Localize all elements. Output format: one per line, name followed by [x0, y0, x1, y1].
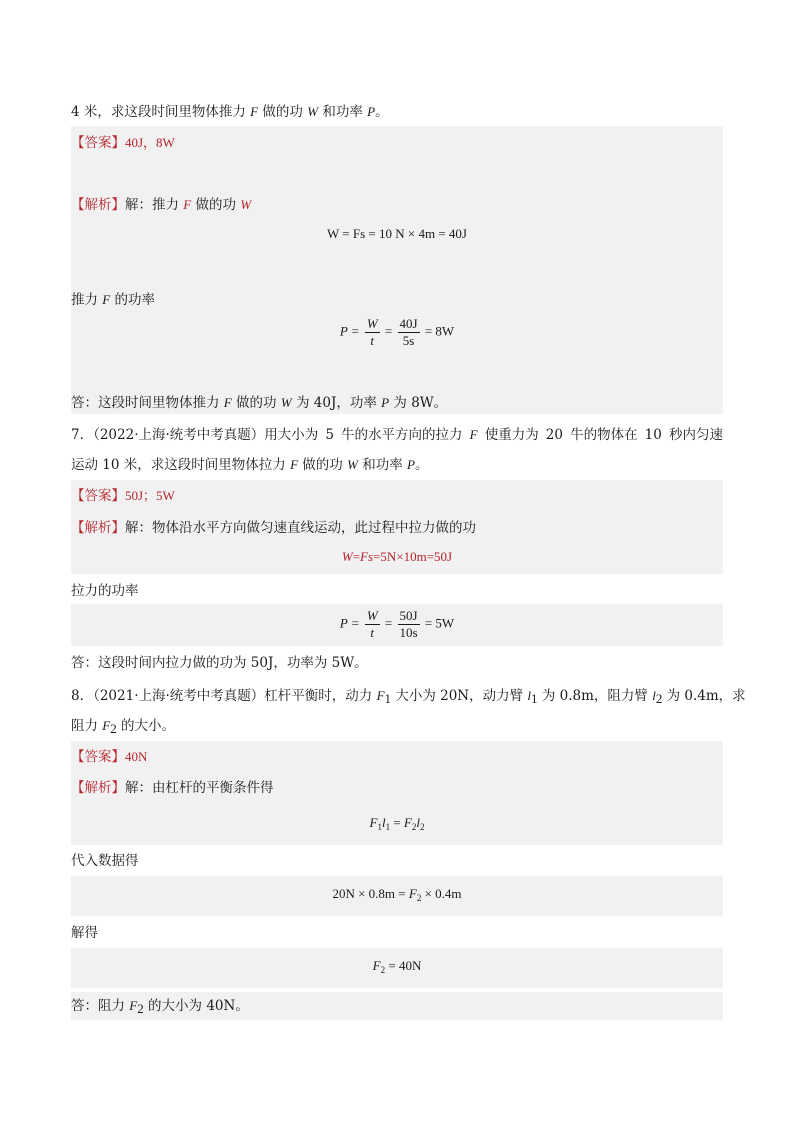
eq-rest: = 40N [385, 958, 422, 973]
q7-question-line2 [71, 455, 429, 475]
q8-sub-2: 1 [531, 691, 538, 706]
q7-text-5: 20 [545, 427, 563, 443]
q8-text-2: 大小为 20N，动力臂 [391, 688, 528, 704]
fraction-values [398, 316, 420, 349]
q8-var-F1: F [376, 688, 385, 703]
eq-sub-1: 1 [377, 822, 382, 832]
answer-tag: 【答案】 [71, 749, 125, 765]
q8-analysis [71, 778, 274, 798]
power-text-2: 的功率 [110, 292, 156, 308]
frac-num: W [366, 316, 378, 331]
frac-den: t [370, 333, 375, 348]
q8-sub-4: 2 [110, 721, 117, 736]
eq-sub: 2 [380, 965, 386, 975]
q6-analysis [71, 195, 251, 215]
q8-question-line1 [71, 686, 746, 709]
q6-question-tail [71, 102, 389, 122]
answer-tag: 【答案】 [71, 488, 125, 504]
q7-text-3: 牛的水平方向的拉力 [341, 427, 463, 443]
q7-text-1: 7．（2022·上海·统考中考真题）用大小为 [71, 427, 319, 443]
conc-sub: 2 [137, 1001, 144, 1016]
conc-var-F2: F [129, 998, 138, 1013]
frac-num: W [366, 608, 378, 623]
q8-text-4: 为 0.4m，求 [662, 688, 746, 704]
eq-sign: = [390, 815, 404, 830]
q8-var-l1: l [527, 688, 532, 703]
q7-line2-var-F: F [290, 457, 299, 472]
q7-text-7: 10 [644, 427, 662, 443]
q8-var-F2: F [102, 718, 111, 733]
q8-text-3: 为 0.8m，阻力臂 [537, 688, 653, 704]
q6-tail-text-2: 做的功 [258, 104, 308, 120]
q8-sub-1: 1 [384, 691, 392, 706]
q6-tail-text-3: 和功率 [318, 104, 368, 120]
eq-var-W: W [341, 549, 353, 564]
q6-equation-power: P = $\frac{W}{t}$ = $\frac{40J}{5s}$ = 8W [339, 316, 455, 348]
frac-num-2: 40J [399, 316, 418, 331]
q7-line2-text: 运动 10 米，求这段时间里物体拉力 [71, 457, 291, 473]
q7-question-line1 [71, 425, 723, 445]
eq-sub-2: 1 [385, 822, 391, 832]
eq-var-F2: F [408, 886, 417, 901]
answer-value: 40J，8W [125, 135, 175, 150]
analysis-tag: 【解析】 [71, 780, 125, 796]
conc-var-F: F [223, 395, 232, 410]
fraction-values [398, 608, 420, 641]
q7-var-F: F [469, 427, 478, 442]
conc-text-2: 做的功 [231, 395, 281, 411]
solve-text: 解得 [71, 925, 98, 941]
q6-power-label [71, 290, 155, 310]
q6-conclusion [71, 393, 447, 413]
conc-text: 答：这段时间里物体推力 [71, 395, 224, 411]
eq-rhs: = 5W [424, 615, 455, 631]
q7-power-label [71, 581, 139, 601]
q7-answer [71, 486, 175, 506]
q7-analysis [71, 518, 476, 538]
q6-equation-work [71, 226, 723, 242]
q6-tail-text-4: 。 [375, 104, 389, 120]
analysis-tag: 【解析】 [71, 197, 125, 213]
q7-conclusion [71, 653, 368, 673]
eq-var-F1: F [369, 815, 378, 830]
eq-lhs: P = [339, 615, 360, 631]
eq-sub: 2 [416, 893, 422, 903]
eq-sign: = [352, 549, 361, 564]
eq-var-l1: l [381, 815, 386, 830]
q8-equation-substitute [71, 886, 723, 903]
power-var-F: F [102, 292, 111, 307]
q7-equation-work [71, 549, 723, 565]
analysis-text: 解：由杠杆的平衡条件得 [125, 780, 274, 796]
q8-line2-text: 阻力 [71, 718, 103, 734]
q7-equation-power: P = $\frac{W}{t}$ = $\frac{50J}{10s}$ = 5W [339, 608, 455, 640]
equation-text: W = Fs = 10 N × 4m = 40J [327, 226, 467, 241]
q8-answer [71, 747, 147, 767]
analysis-tag: 【解析】 [71, 520, 125, 536]
q8-solve-label [71, 923, 98, 943]
q8-equation-balance [71, 815, 723, 832]
analysis-text: 解：推力 [125, 197, 184, 213]
q7-text-6: 牛的物体在 [570, 427, 638, 443]
eq-var-s: s [368, 549, 374, 564]
conc-text-2: 的大小为 40N。 [143, 998, 249, 1014]
conc-text: 答：阻力 [71, 998, 130, 1014]
q7-text-8: 秒内匀速 [668, 427, 723, 443]
q7-text-2: 5 [325, 427, 334, 443]
conc-var-W: W [280, 395, 292, 410]
power-text: 推力 [71, 292, 103, 308]
q7-line2-var-W: W [347, 457, 358, 472]
q7-line2-text-3: 和功率 [357, 457, 408, 473]
answer-tag: 【答案】 [71, 135, 125, 151]
q6-tail-var-P: P [367, 104, 376, 119]
fraction-w-over-t [365, 316, 380, 349]
q6-tail-var-F: F [250, 104, 259, 119]
frac-num-2: 50J [399, 608, 418, 623]
power-text: 拉力的功率 [71, 583, 139, 599]
answer-value: 50J；5W [125, 488, 175, 503]
q8-text: 8．（2021·上海·统考中考真题）杠杆平衡时，动力 [71, 688, 377, 704]
eq-rhs: = 8W [424, 323, 455, 339]
analysis-text-2: 做的功 [191, 197, 241, 213]
q8-equation-result [71, 958, 723, 975]
eq-sub-3: 2 [411, 822, 417, 832]
conc-text-3: 为 40J，功率 [291, 395, 382, 411]
q7-line2-text-2: 做的功 [298, 457, 348, 473]
frac-den-2: 10s [399, 625, 418, 640]
q7-line2-var-P: P [407, 457, 415, 472]
eq-var-F2: F [372, 958, 381, 973]
q6-tail-var-W: W [307, 104, 319, 119]
fraction-w-over-t [365, 608, 380, 641]
eq-left: 20N × 0.8m = [332, 886, 409, 901]
q8-sub-3: 2 [655, 691, 663, 706]
eq-var-F2: F [403, 815, 412, 830]
q7-line2-text-4: 。 [415, 457, 429, 473]
q6-tail-text: 4 米，求这段时间里物体推力 [71, 104, 251, 120]
eq-rest: =5N×10m=50J [373, 549, 453, 564]
eq-lhs: P = [339, 323, 360, 339]
q8-line2-text-2: 的大小。 [116, 718, 176, 734]
q6-answer [71, 133, 175, 153]
answer-value: 40N [125, 749, 148, 764]
analysis-var-W: W [240, 197, 252, 212]
eq-sub-4: 2 [420, 822, 425, 832]
analysis-text: 解：物体沿水平方向做匀速直线运动，此过程中拉力做的功 [125, 520, 476, 536]
analysis-var-F: F [183, 197, 192, 212]
q8-substitute-label [71, 851, 139, 871]
frac-den: t [370, 625, 375, 640]
conc-text: 答：这段时间内拉力做的功为 50J，功率为 5W。 [71, 655, 368, 671]
frac-den-2: 5s [402, 333, 415, 348]
eq-var-l2: l [416, 815, 420, 830]
q8-conclusion [71, 996, 249, 1019]
q8-question-line2 [71, 716, 175, 739]
q6-solution-block [71, 126, 723, 414]
eq-var-F: F [360, 549, 368, 564]
conc-text-4: 为 8W。 [389, 395, 448, 411]
q7-text-4: 使重力为 [484, 427, 539, 443]
eq-right: × 0.4m [421, 886, 462, 901]
conc-var-P: P [381, 395, 390, 410]
substitute-text: 代入数据得 [71, 853, 139, 869]
q8-var-l2: l [652, 688, 656, 703]
